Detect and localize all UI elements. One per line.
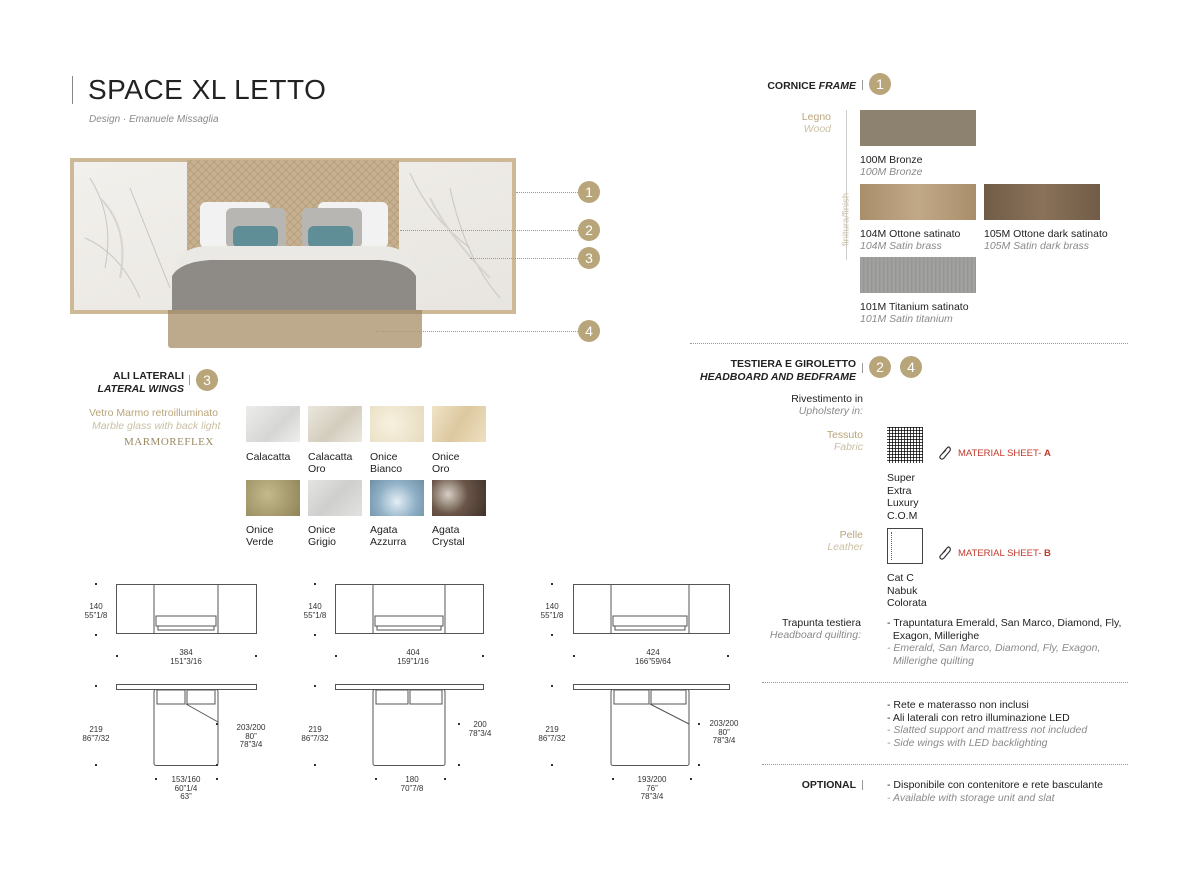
tick: [314, 583, 316, 585]
wing-swatch-calacatta[interactable]: [246, 406, 300, 442]
leather-swatch[interactable]: [887, 528, 923, 564]
material-sheet-a-letter: A: [1044, 448, 1051, 459]
fabric-en: Fabric: [833, 441, 863, 453]
dim-depth-2: 219 86”7/32: [301, 725, 329, 743]
callout-badge-3: 3: [578, 247, 600, 269]
paperclip-icon-svg: [939, 546, 951, 560]
wing-swatch-onice-bianco[interactable]: [370, 406, 424, 442]
paperclip-icon: [939, 546, 951, 560]
leather-grades: Cat C Nabuk Colorata: [887, 572, 927, 609]
tick: [727, 655, 729, 657]
finish-101m-label: [860, 301, 969, 325]
frame-title-it: CORNICE: [767, 80, 816, 92]
finish-101m-it: 101M Titanium satinato: [860, 301, 969, 313]
finish-swatch-101m[interactable]: [860, 257, 976, 293]
tick: [482, 655, 484, 657]
tick: [335, 655, 337, 657]
callout-line-1: [516, 192, 578, 193]
tick: [255, 655, 257, 657]
front-view-drawing-2: [335, 584, 485, 639]
wing-label-onice-verde: Onice Verde: [246, 524, 274, 548]
quilting-options-it: - Trapuntatura Emerald, San Marco, Diamond, Fly, Exagon, Millerighe: [887, 617, 1122, 642]
tick: [314, 634, 316, 636]
note-it-1: - Rete e materasso non inclusi: [887, 699, 1029, 711]
tick: [698, 723, 700, 725]
callout-badge-2: 2: [578, 219, 600, 241]
tick: [155, 778, 157, 780]
wing-swatch-onice-verde[interactable]: [246, 480, 300, 516]
tick: [95, 583, 97, 585]
wing-label-agata-azzurra: Agata Azzurra: [370, 524, 407, 548]
section-divider-3: [762, 764, 1128, 765]
front-view-drawing-1: [116, 584, 258, 639]
title-rule: [72, 76, 73, 104]
wing-swatch-onice-oro[interactable]: [432, 406, 486, 442]
dim-width-2: 404 159”1/16: [397, 648, 429, 666]
note-en-2: - Side wings with LED backlighting: [887, 736, 1048, 749]
finish-105m-label: [984, 228, 1108, 252]
fabric-swatch[interactable]: [887, 427, 923, 463]
tick: [95, 764, 97, 766]
tick: [698, 764, 700, 766]
front-view-svg-3: [573, 584, 731, 636]
upholstery-en: Upholstery in:: [798, 405, 863, 417]
optional-en: - Available with storage unit and slat: [887, 791, 1055, 804]
wing-label-calacatta: Calacatta: [246, 451, 291, 463]
headboard-sep: [862, 363, 863, 373]
finish-swatch-100m[interactable]: [860, 110, 976, 146]
fabric-grades: Super Extra Luxury C.O.M: [887, 472, 919, 522]
dim-depth-1: 219 86”7/32: [82, 725, 110, 743]
lateral-wings-badge: 3: [196, 369, 218, 391]
wing-material-it: Vetro Marmo retroilluminato: [89, 407, 218, 419]
dim-width-3: 424 166”59/64: [634, 648, 672, 666]
wing-label-agata-crystal: Agata Crystal: [432, 524, 465, 548]
tick: [444, 778, 446, 780]
tick: [573, 655, 575, 657]
tick: [216, 723, 218, 725]
material-sheet-b-letter: B: [1044, 548, 1051, 559]
quilting-it: Trapunta testiera: [782, 617, 861, 629]
callout-badge-1: 1: [578, 181, 600, 203]
quilting-en: Headboard quilting:: [769, 629, 861, 641]
lateral-wings-sep: [189, 375, 190, 385]
frame-sep: [862, 80, 863, 90]
tick: [458, 764, 460, 766]
lateral-wings-title-en: LATERAL WINGS: [97, 383, 184, 395]
headboard-badge-4: 4: [900, 356, 922, 378]
callout-badge-4: 4: [578, 320, 600, 342]
callout-line-2: [400, 230, 578, 231]
frame-title: [740, 80, 856, 92]
headboard-title-en: HEADBOARD AND BEDFRAME: [700, 371, 856, 383]
front-view-drawing-3: [573, 584, 731, 639]
finish-100m-it: 100M Bronze: [860, 154, 923, 166]
headboard-title: [660, 358, 856, 384]
frame-title-en: FRAME: [818, 80, 856, 92]
note-en-1: - Slatted support and mattress not included: [887, 724, 1088, 736]
wood-label-it: Legno: [801, 111, 831, 123]
leather-en: Leather: [827, 541, 863, 553]
headboard-badge-2: 2: [869, 356, 891, 378]
tick: [95, 634, 97, 636]
wing-swatch-calacatta-oro[interactable]: [308, 406, 362, 442]
material-sheet-a-link[interactable]: [958, 448, 1051, 459]
wing-swatch-agata-azzurra[interactable]: [370, 480, 424, 516]
page-title: SPACE XL LETTO: [88, 74, 327, 105]
tick: [612, 778, 614, 780]
optional-it: - Disponibile con contenitore e rete basculante: [887, 779, 1103, 791]
tick: [551, 685, 553, 687]
front-view-svg-2: [335, 584, 485, 636]
dim-height-1: 140 55”1/8: [84, 602, 108, 620]
wing-material-en: Marble glass with back light: [92, 420, 221, 432]
finish-swatch-105m[interactable]: [984, 184, 1100, 220]
finish-100m-label: [860, 154, 922, 178]
section-divider-2: [762, 682, 1128, 683]
dim-mattress-2: 200 78”3/4: [468, 720, 492, 738]
lateral-wings-title: [80, 370, 184, 396]
material-sheet-a-label: MATERIAL SHEET-: [958, 448, 1042, 459]
fabric-it: Tessuto: [826, 429, 863, 441]
wing-label-onice-oro: Onice Oro: [432, 451, 460, 475]
optional-block: [887, 779, 1103, 804]
wing-label-onice-grigio: Onice Grigio: [308, 524, 337, 548]
note-it-2: - Ali laterali con retro illuminazione LED: [887, 711, 1070, 724]
dim-mattress-3: 203/200 80” 78”3/4: [709, 719, 739, 745]
tick: [314, 764, 316, 766]
finish-100m-en: 100M Bronze: [860, 166, 923, 178]
optional-label: OPTIONAL: [801, 779, 856, 791]
callout-line-4: [376, 331, 578, 332]
bed-image: [70, 158, 516, 354]
lateral-wings-title-it: ALI LATERALI: [113, 370, 184, 382]
tick: [551, 764, 553, 766]
notes-block: [887, 699, 1087, 749]
upholstery-it: Rivestimento in: [791, 393, 863, 405]
dim-bed-width-2: 180 70”7/8: [400, 775, 424, 793]
tick: [216, 764, 218, 766]
wing-swatch-onice-grigio[interactable]: [308, 480, 362, 516]
dim-height-3: 140 55”1/8: [540, 602, 564, 620]
finish-swatch-104m[interactable]: [860, 184, 976, 220]
material-sheet-b-link[interactable]: [958, 548, 1051, 559]
dim-bed-width-3: 193/200 76” 78”3/4: [637, 775, 667, 801]
finish-105m-en: 105M Satin dark brass: [984, 240, 1090, 252]
marmoreflex-logo: MARMOREFLEX: [124, 436, 214, 448]
bed-illustration: [70, 158, 516, 354]
finish-101m-en: 101M Satin titanium: [860, 313, 953, 325]
section-divider-1: [690, 343, 1128, 344]
leather-swatch-stitch: [891, 532, 892, 560]
tick: [116, 655, 118, 657]
tick: [375, 778, 377, 780]
tick: [690, 778, 692, 780]
frame-badge: 1: [869, 73, 891, 95]
callout-line-3: [470, 258, 578, 259]
wing-label-calacatta-oro: Calacatta Oro: [308, 451, 353, 475]
leather-it: Pelle: [839, 529, 863, 541]
finish-vertical-label: finitura/finish: [840, 192, 852, 247]
wing-swatch-agata-crystal[interactable]: [432, 480, 486, 516]
dim-depth-3: 219 86”7/32: [538, 725, 566, 743]
front-view-svg-1: [116, 584, 258, 636]
tick: [551, 583, 553, 585]
paperclip-icon: [939, 446, 951, 460]
finish-105m-it: 105M Ottone dark satinato: [984, 228, 1108, 240]
tick: [551, 634, 553, 636]
wood-label-en: Wood: [803, 123, 831, 135]
finish-104m-label: [860, 228, 960, 252]
material-sheet-b-label: MATERIAL SHEET-: [958, 548, 1042, 559]
tick: [314, 685, 316, 687]
dim-height-2: 140 55”1/8: [303, 602, 327, 620]
finish-104m-en: 104M Satin brass: [860, 240, 942, 252]
finish-104m-it: 104M Ottone satinato: [860, 228, 961, 240]
tick: [95, 685, 97, 687]
dim-mattress-1: 203/200 80” 78”3/4: [236, 723, 266, 749]
dim-bed-width-1: 153/160 60”1/4 63”: [171, 775, 201, 801]
optional-sep: [862, 780, 863, 790]
paperclip-icon-svg: [939, 446, 951, 460]
headboard-title-it: TESTIERA E GIROLETTO: [730, 358, 856, 370]
quilting-options-en: - Emerald, San Marco, Diamond, Fly, Exagon, Millerighe quilting: [887, 642, 1101, 667]
wing-label-onice-bianco: Onice Bianco: [370, 451, 403, 475]
tick: [216, 778, 218, 780]
dim-width-1: 384 151”3/16: [170, 648, 202, 666]
design-credit: Design · Emanuele Missaglia: [89, 114, 219, 125]
